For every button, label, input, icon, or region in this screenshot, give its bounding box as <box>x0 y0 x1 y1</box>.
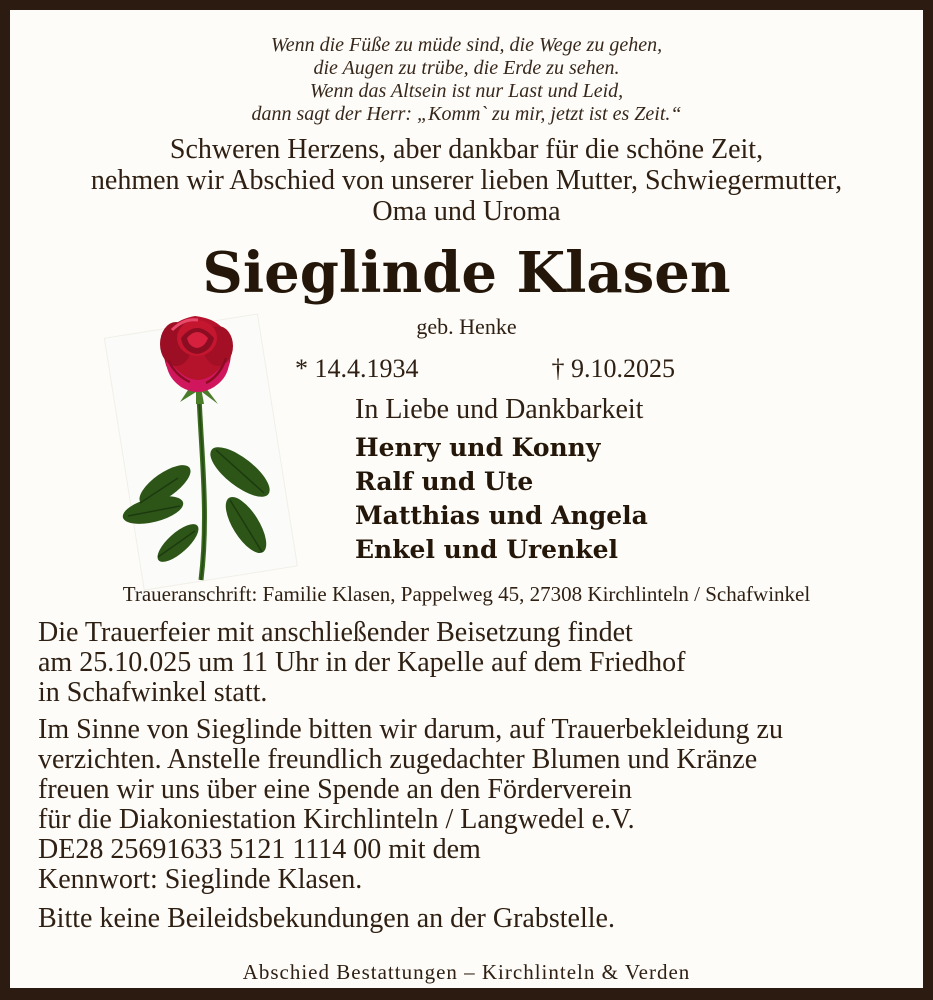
family-name-line: Enkel und Urenkel <box>355 535 618 564</box>
verse-line: Wenn die Füße zu müde sind, die Wege zu gehen, <box>270 34 663 56</box>
deceased-name: Sieglinde Klasen <box>202 240 731 306</box>
maiden-name: geb. Henke <box>416 314 517 339</box>
family-names <box>355 431 648 567</box>
opening-verse <box>10 34 923 126</box>
condolence-note: Bitte keine Beileidsbekundungen an der Grabstelle. <box>38 903 615 934</box>
donation-paragraph <box>38 715 928 895</box>
intro-line: Oma und Uroma <box>372 196 561 227</box>
donation-keyword-line: Kennwort: Sieglinde Klasen. <box>38 864 363 895</box>
verse-line: die Augen zu trübe, die Erde zu sehen. <box>313 57 620 79</box>
death-date: † 9.10.2025 <box>551 354 675 383</box>
donation-line: freuen wir uns über eine Spende an den Förderverein <box>38 774 633 805</box>
funeral-home-footer: Abschied Bestattungen – Kirchlinteln & Verden <box>242 960 691 984</box>
life-dates <box>295 354 675 384</box>
family-name-line: Ralf und Ute <box>355 467 534 496</box>
birth-date: * 14.4.1934 <box>295 354 419 383</box>
funeral-line: am 25.10.025 um 11 Uhr in der Kapelle auf dem Friedhof <box>38 647 686 678</box>
verse-line: Wenn das Altsein ist nur Last und Leid, <box>309 80 624 102</box>
donation-iban-line: DE28 25691633 5121 1114 00 mit dem <box>38 834 481 865</box>
funeral-line: Die Trauerfeier mit anschließender Beisetzung findet <box>38 617 633 648</box>
introduction-text <box>10 134 923 227</box>
donation-line: verzichten. Anstelle freundlich zugedachter Blumen und Kränze <box>38 744 758 775</box>
verse-line: dann sagt der Herr: „Komm` zu mir, jetzt ist es Zeit.“ <box>251 103 682 125</box>
funeral-paragraph <box>38 618 928 708</box>
rose-image <box>68 300 328 595</box>
family-heading: In Liebe und Dankbarkeit <box>355 394 644 425</box>
donation-line: Im Sinne von Sieglinde bitten wir darum, auf Trauerbekleidung zu <box>38 714 783 745</box>
rose-icon <box>68 300 328 595</box>
funeral-line: in Schafwinkel statt. <box>38 677 268 708</box>
donation-line: für die Diakoniestation Kirchlinteln / Langwedel e.V. <box>38 804 635 835</box>
intro-line: Schweren Herzens, aber dankbar für die schöne Zeit, <box>169 134 764 165</box>
family-name-line: Henry und Konny <box>355 433 601 462</box>
mourning-address: Traueranschrift: Familie Klasen, Pappelweg 45, 27308 Kirchlinteln / Schafwinkel <box>122 582 811 606</box>
family-name-line: Matthias und Angela <box>355 501 648 530</box>
intro-line: nehmen wir Abschied von unserer lieben Mutter, Schwiegermutter, <box>90 165 843 196</box>
